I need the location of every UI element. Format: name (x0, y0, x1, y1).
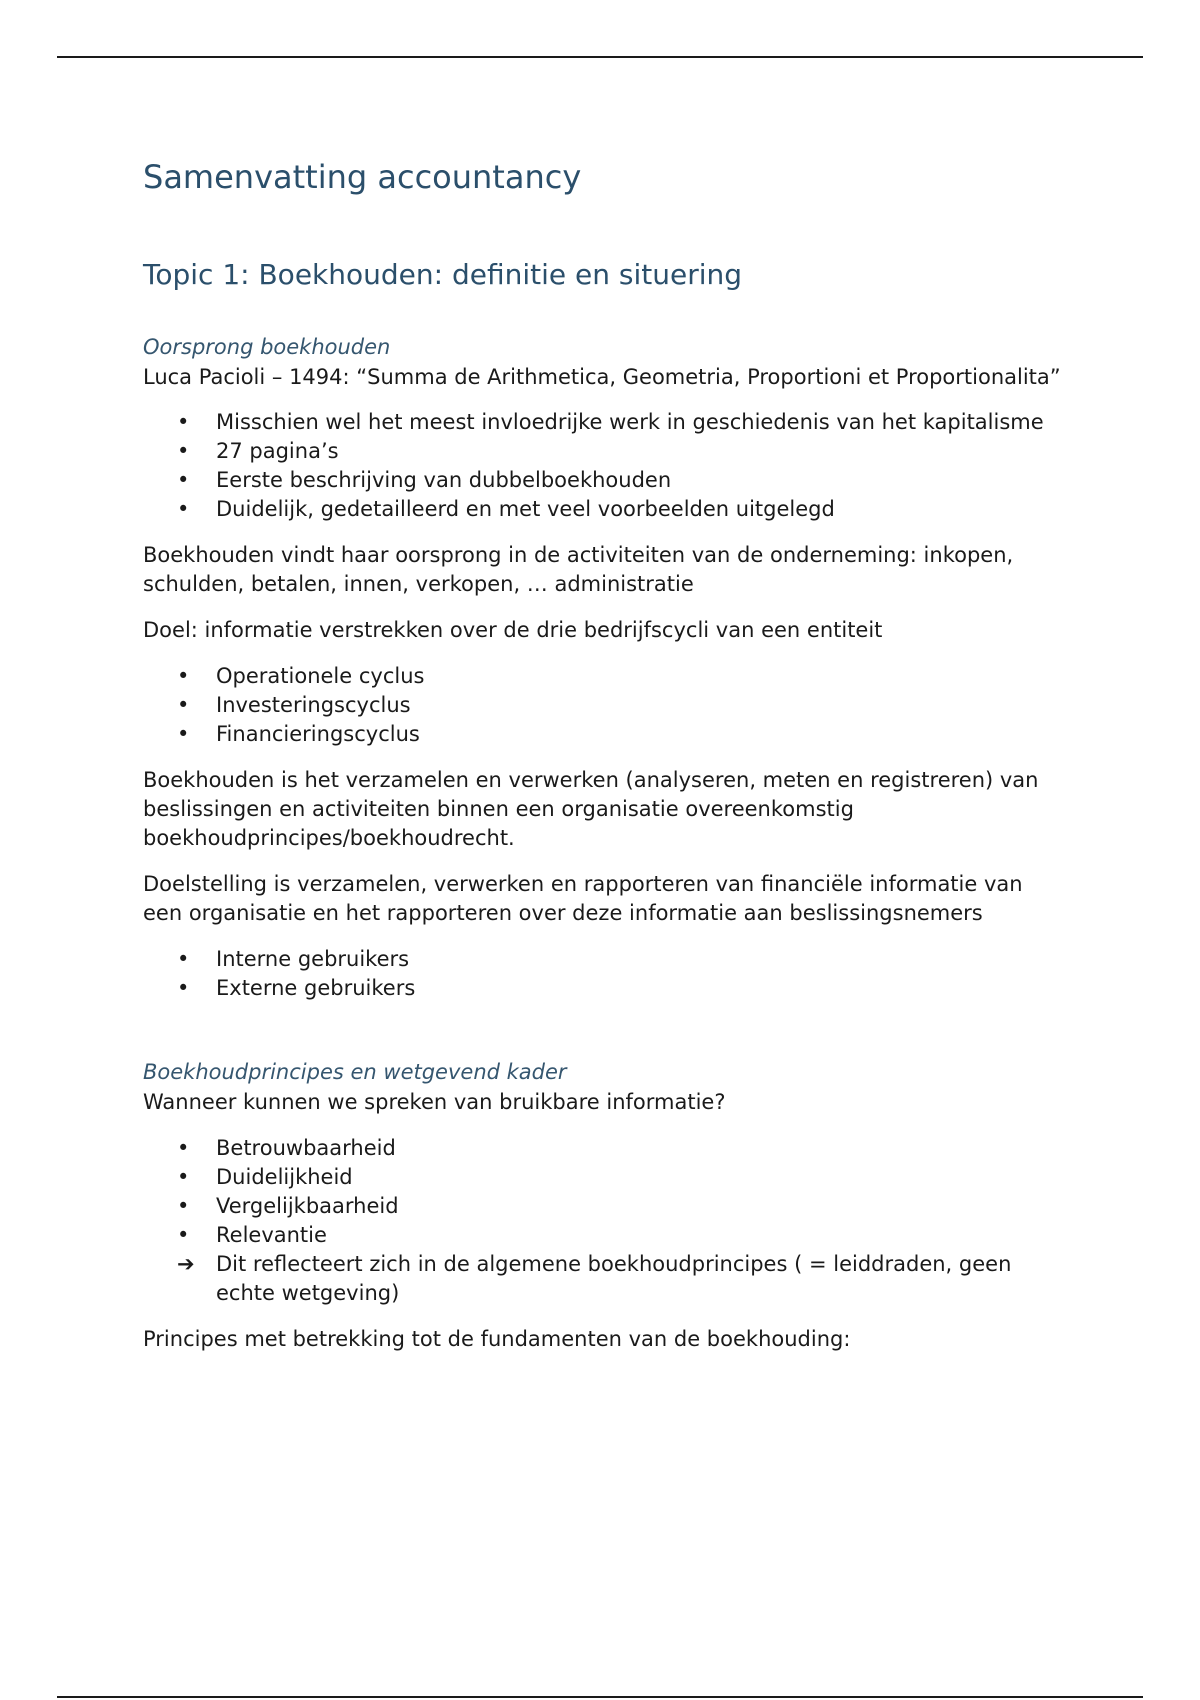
bullet-icon: • (177, 693, 190, 717)
paragraph-definition: Boekhouden is het verzamelen en verwerken (analyseren, meten en registreren) van beslissingen en activiteiten binnen een organisatie overeenkomstig boekhoudprincipes/boekhoudrecht. (143, 768, 1039, 850)
header-rule (57, 56, 1143, 58)
paragraph-closing: Principes met betrekking tot de fundamenten van de boekhouding: (143, 1327, 851, 1351)
list-item: • Operationele cyclus (143, 662, 1063, 691)
bullet-list-cycles (143, 662, 1063, 749)
bullet-icon: • (177, 497, 190, 521)
paragraph-origin: Boekhouden vindt haar oorsprong in de activiteiten van de onderneming: inkopen, schulden, betalen, innen, verkopen, … administratie (143, 543, 1014, 596)
bullet-list-pacioli (143, 408, 1063, 524)
list-item: • Misschien wel het meest invloedrijke werk in geschiedenis van het kapitalisme (143, 408, 1063, 437)
footer-rule (57, 1696, 1143, 1698)
arrow-right-icon: ➔ (177, 1252, 195, 1276)
document-title: Samenvatting accountancy (143, 158, 582, 196)
bullet-icon: • (177, 439, 190, 463)
paragraph-question: Wanneer kunnen we spreken van bruikbare informatie? (143, 1090, 726, 1114)
paragraph-pacioli: Luca Pacioli – 1494: “Summa de Arithmetica, Geometria, Proportioni et Proportionalita” (143, 365, 1061, 389)
list-item: • 27 pagina’s (143, 437, 1063, 466)
list-item: • Betrouwbaarheid (143, 1134, 1063, 1163)
list-item: • Duidelijk, gedetailleerd en met veel voorbeelden uitgelegd (143, 495, 1063, 524)
bullet-icon: • (177, 1136, 190, 1160)
bullet-icon: • (177, 976, 190, 1000)
bullet-icon: • (177, 947, 190, 971)
list-item: • Investeringscyclus (143, 691, 1063, 720)
paragraph-objective: Doelstelling is verzamelen, verwerken en rapporteren van financiële informatie van een organisatie en het rapporteren over deze informatie aan beslissingsnemers (143, 872, 1023, 925)
list-item: ➔ Dit reflecteert zich in de algemene boekhoudprincipes ( = leiddraden, geen echte wetgeving) (177, 1252, 1012, 1305)
bullet-list-qualities (143, 1134, 1063, 1308)
list-item: • Relevantie (143, 1221, 1063, 1250)
topic-heading: Topic 1: Boekhouden: definitie en situering (143, 258, 743, 291)
bullet-list-users (143, 945, 1063, 1003)
list-item: • Vergelijkbaarheid (143, 1192, 1063, 1221)
list-item: • Eerste beschrijving van dubbelboekhouden (143, 466, 1063, 495)
document-body (143, 150, 1063, 1354)
bullet-icon: • (177, 1194, 190, 1218)
bullet-icon: • (177, 1223, 190, 1247)
bullet-icon: • (177, 410, 190, 434)
bullet-icon: • (177, 722, 190, 746)
section-heading-oorsprong: Oorsprong boekhouden (143, 335, 391, 359)
paragraph-goal: Doel: informatie verstrekken over de drie bedrijfscycli van een entiteit (143, 618, 883, 642)
list-item: • Interne gebruikers (143, 945, 1063, 974)
list-item: • Duidelijkheid (143, 1163, 1063, 1192)
bullet-icon: • (177, 1165, 190, 1189)
section-heading-principes: Boekhoudprincipes en wetgevend kader (143, 1060, 567, 1084)
list-item: • Externe gebruikers (143, 974, 1063, 1003)
bullet-icon: • (177, 664, 190, 688)
list-item: • Financieringscyclus (143, 720, 1063, 749)
bullet-icon: • (177, 468, 190, 492)
